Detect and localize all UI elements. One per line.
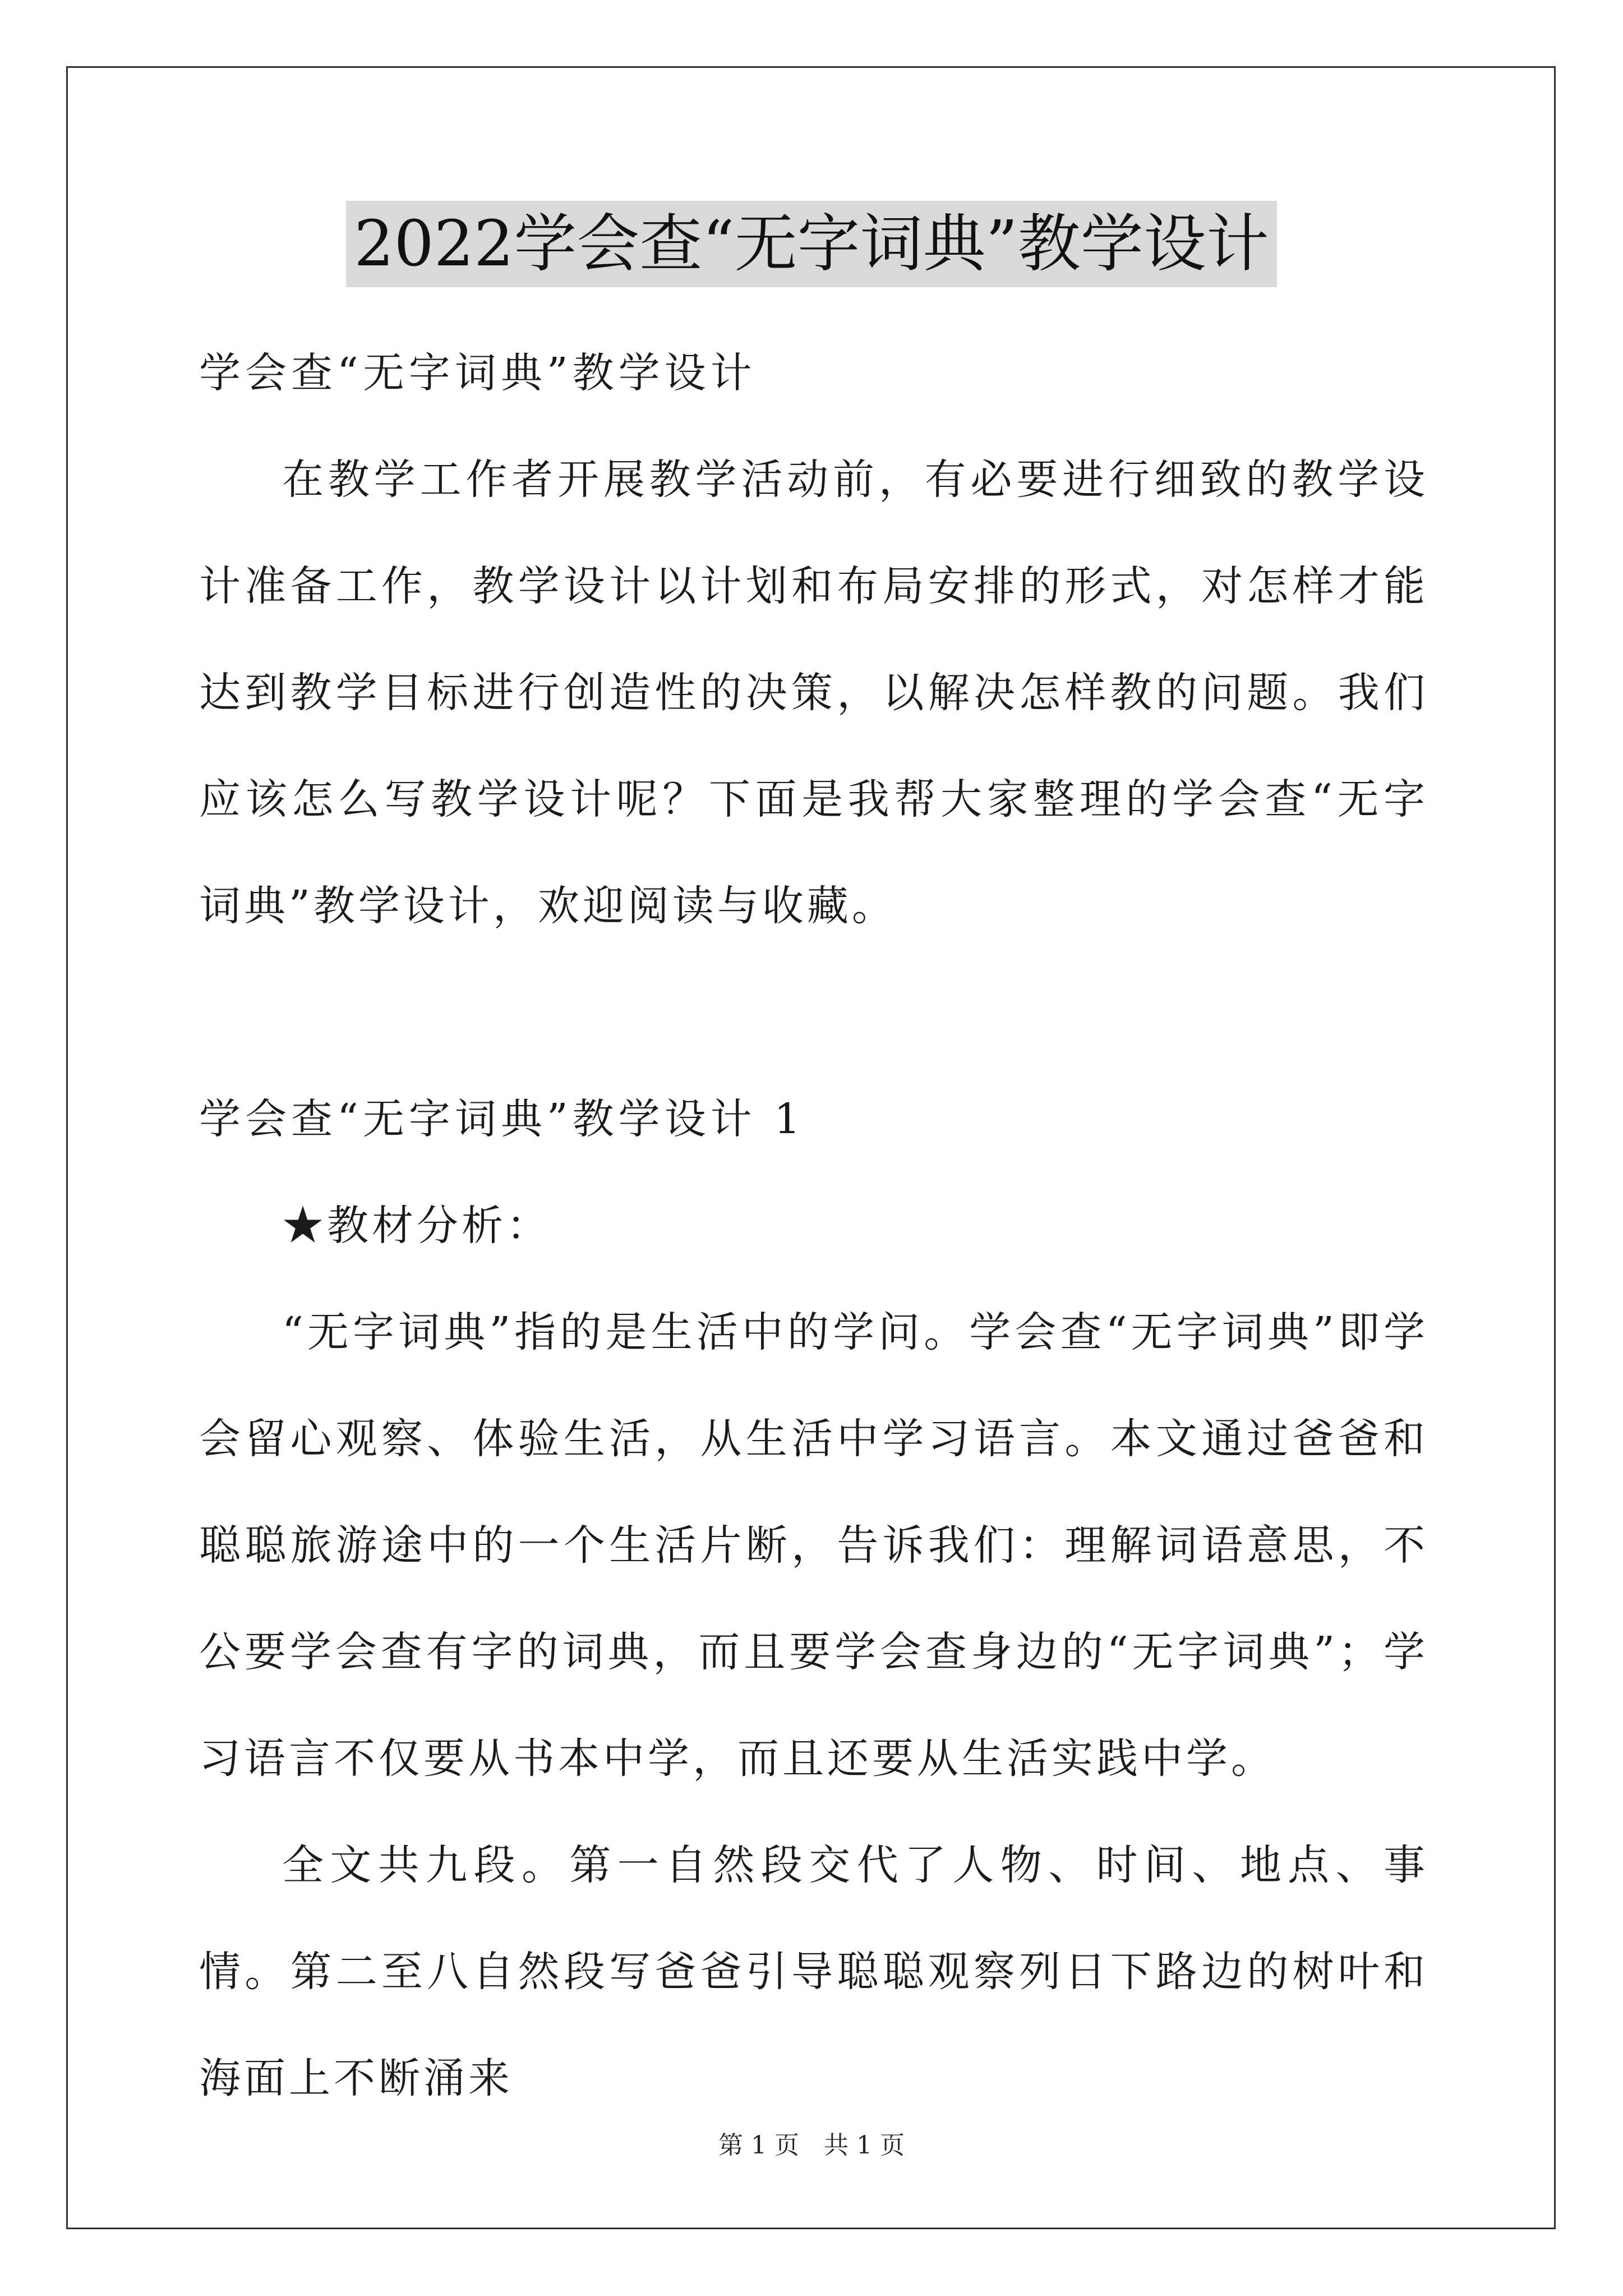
title-area — [0, 201, 1623, 287]
page-footer: 第 1 页 共 1 页 — [718, 2131, 905, 2160]
analysis-heading: ★教材分析： — [282, 1202, 551, 1250]
document-title: 2022学会查“无字词典”教学设计 — [346, 201, 1277, 287]
intro-paragraph: 在教学工作者开展教学活动前，有必要进行细致的教学设计准备工作，教学设计以计划和布局安排的形式，对怎样才能达到教学目标进行创造性的决策，以解决怎样教的问题。我们应该怎么写教学设计呢？下面是我帮大家整理的学会查“无字词典”教学设计，欢迎阅读与收藏。 — [199, 455, 1428, 930]
body-paragraph-2: 全文共九段。第一自然段交代了人物、时间、地点、事情。第二至八自然段写爸爸引导聪聪观察列日下路边的树叶和海面上不断涌来 — [199, 1841, 1428, 2102]
subtitle: 学会查“无字词典”教学设计 — [199, 349, 757, 397]
body-paragraph-1: “无字词典”指的是生活中的学问。学会查“无字词典”即学会留心观察、体验生活，从生活中学习语言。本文通过爸爸和聪聪旅游途中的一个生活片断，告诉我们：理解词语意思，不公要学会查有字的词典，而且要学会查身边的“无字词典”；学习语言不仅要从书本中学，而且还要从生活实践中学。 — [199, 1308, 1428, 1783]
section-heading: 学会查“无字词典”教学设计 1 — [199, 1095, 805, 1143]
document-body — [199, 320, 1428, 2132]
blank-line — [199, 959, 1428, 1066]
